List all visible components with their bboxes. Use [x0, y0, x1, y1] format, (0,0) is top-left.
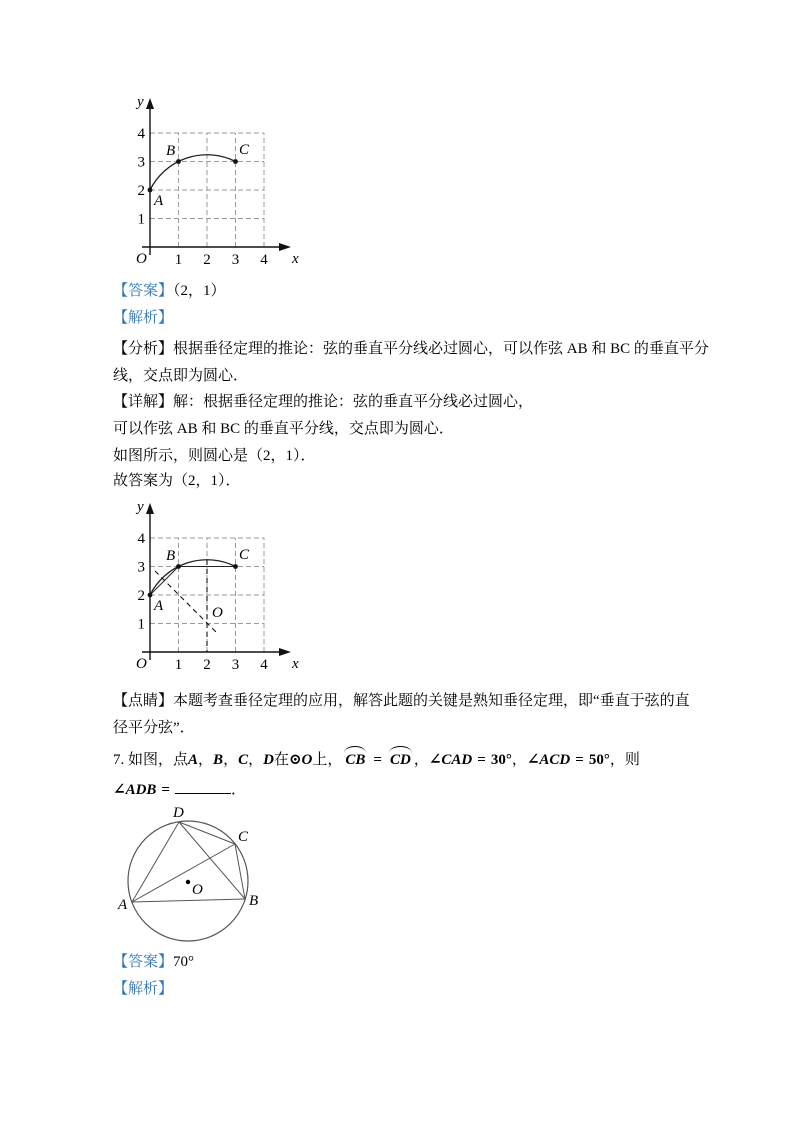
x-tick-labels	[175, 657, 269, 673]
svg-text:1: 1	[137, 616, 145, 633]
svg-text:2: 2	[203, 657, 211, 673]
dianjing-label: 【点睛】	[113, 693, 174, 709]
answer6-label: 【答案】	[113, 283, 174, 299]
q7-comma: ，	[198, 752, 214, 768]
origin-label: O	[136, 251, 147, 267]
angle-ACD: ACD	[539, 752, 571, 768]
fenxi-text-line1: 根据垂径定理的推论：弦的垂直平分线必过圆心，可以作弦 AB 和 BC 的垂直平分	[173, 341, 709, 357]
origin-label: O	[136, 656, 147, 672]
svg-text:4: 4	[137, 531, 145, 547]
angle-symbol: ∠	[113, 782, 126, 798]
svg-text:1: 1	[174, 252, 183, 268]
point-C-label: C	[239, 142, 250, 158]
angle-ADB: ADB	[125, 782, 157, 798]
circle-O-symbol: ⊙	[288, 752, 302, 768]
point-C	[233, 564, 238, 569]
x-tick-labels	[175, 252, 269, 268]
point-A	[148, 188, 153, 193]
y-axis-label: y	[137, 94, 144, 110]
xiangjie-line4	[113, 471, 241, 491]
point-A	[148, 593, 153, 598]
equals-sign: =	[575, 752, 584, 768]
point-A-label: A	[118, 897, 128, 913]
xiangjie-text4: 故答案为（2，1）．	[113, 473, 241, 489]
fenxi-paragraph	[113, 336, 709, 390]
point-D-label: D	[173, 805, 184, 821]
y-tick-labels	[138, 126, 146, 228]
perp-bisector-AB	[155, 571, 219, 635]
svg-text:1: 1	[174, 657, 183, 673]
coordinate-graph-1	[122, 93, 332, 278]
jiexi6-label: 【解析】	[113, 310, 174, 326]
q7-comma: ，	[223, 752, 239, 768]
dianjing-text-line1: 本题考查垂径定理的应用，解答此题的关键是熟知垂径定理，即“垂直于弦的直	[173, 693, 690, 709]
y-axis-label: y	[137, 499, 144, 515]
xiangjie-line1	[113, 392, 533, 412]
xiangjie-label: 【详解】	[113, 394, 174, 410]
equals-sign: =	[373, 752, 382, 768]
question7-line1	[113, 750, 640, 770]
jiexi7-label: 【解析】	[113, 981, 174, 997]
svg-text:4: 4	[260, 252, 268, 268]
q7-point-A: A	[188, 752, 199, 768]
equals-sign: =	[161, 782, 170, 798]
equals-sign: =	[477, 752, 486, 768]
svg-text:2: 2	[203, 252, 211, 268]
axes	[142, 503, 291, 660]
point-A-label: A	[154, 193, 164, 209]
center-O-label: O	[212, 605, 223, 621]
coordinate-graph-2	[122, 498, 332, 683]
answer7-line	[113, 952, 194, 972]
q7-point-C: C	[238, 752, 249, 768]
dianjing-paragraph	[113, 688, 690, 742]
dianjing-text-line2: 径平分弦”．	[113, 720, 195, 736]
answer-blank	[175, 778, 231, 794]
value-50deg: 50°	[588, 752, 610, 768]
fenxi-label: 【分析】	[113, 341, 174, 357]
q7-period: ．	[230, 782, 246, 798]
q7-point-D: D	[263, 752, 274, 768]
point-A-label: A	[154, 598, 164, 614]
x-axis-label: x	[292, 251, 299, 267]
axes	[142, 98, 291, 255]
angle-symbol: ∠	[428, 752, 442, 768]
xiangjie-line3	[113, 446, 316, 466]
svg-text:2: 2	[137, 588, 145, 604]
q7-text: 在	[273, 752, 289, 768]
arc-CB: CB	[345, 752, 366, 768]
circle-diagram	[115, 806, 275, 951]
arc-ABC	[150, 155, 236, 190]
point-C-label: C	[238, 829, 249, 845]
point-B-label: B	[249, 893, 259, 909]
q7-comma: ，	[248, 752, 264, 768]
q7-center-O: O	[301, 752, 313, 768]
q7-text: ，则	[609, 752, 640, 768]
y-tick-labels	[138, 531, 146, 633]
point-B	[176, 159, 181, 164]
point-C	[233, 159, 238, 164]
xiangjie-text3: 如图所示，则圆心是（2，1）．	[113, 448, 316, 464]
q7-text: 7. 如图，点	[113, 752, 189, 768]
svg-text:3: 3	[231, 252, 240, 268]
arc-ABC	[150, 560, 236, 595]
xiangjie-text1: 解：根据垂径定理的推论：弦的垂直平分线必过圆心，	[173, 394, 534, 410]
svg-text:1: 1	[137, 211, 145, 228]
point-B-label: B	[166, 548, 176, 564]
svg-text:3: 3	[137, 154, 145, 171]
svg-text:3: 3	[231, 657, 240, 673]
center-O-label: O	[192, 882, 203, 898]
svg-text:3: 3	[137, 559, 145, 576]
jiexi6-line	[113, 308, 173, 328]
point-B	[176, 564, 181, 569]
arc-CD: CD	[389, 752, 411, 768]
value-30deg: 30°	[490, 752, 512, 768]
svg-text:4: 4	[260, 657, 268, 673]
jiexi7-line	[113, 979, 173, 999]
q7-point-B: B	[213, 752, 224, 768]
q7-text: 上，	[312, 752, 343, 768]
angle-symbol: ∠	[526, 752, 540, 768]
point-C-label: C	[239, 547, 250, 563]
point-B-label: B	[166, 143, 176, 159]
svg-text:4: 4	[137, 126, 145, 142]
question7-line2	[113, 778, 246, 800]
answer7-value: 70°	[173, 954, 195, 970]
center-point	[186, 880, 190, 884]
answer6-value: （2，1）	[173, 283, 226, 299]
q7-comma: ，	[413, 752, 429, 768]
x-axis-label: x	[292, 656, 299, 672]
xiangjie-text2: 可以作弦 AB 和 BC 的垂直平分线，交点即为圆心．	[113, 421, 454, 437]
chords	[132, 822, 245, 902]
xiangjie-line2	[113, 419, 454, 439]
answer7-label: 【答案】	[113, 954, 174, 970]
answer6-line	[113, 281, 226, 301]
fenxi-text-line2: 线，交点即为圆心．	[113, 368, 249, 384]
angle-CAD: CAD	[441, 752, 473, 768]
q7-comma: ，	[511, 752, 527, 768]
svg-text:2: 2	[137, 183, 145, 199]
